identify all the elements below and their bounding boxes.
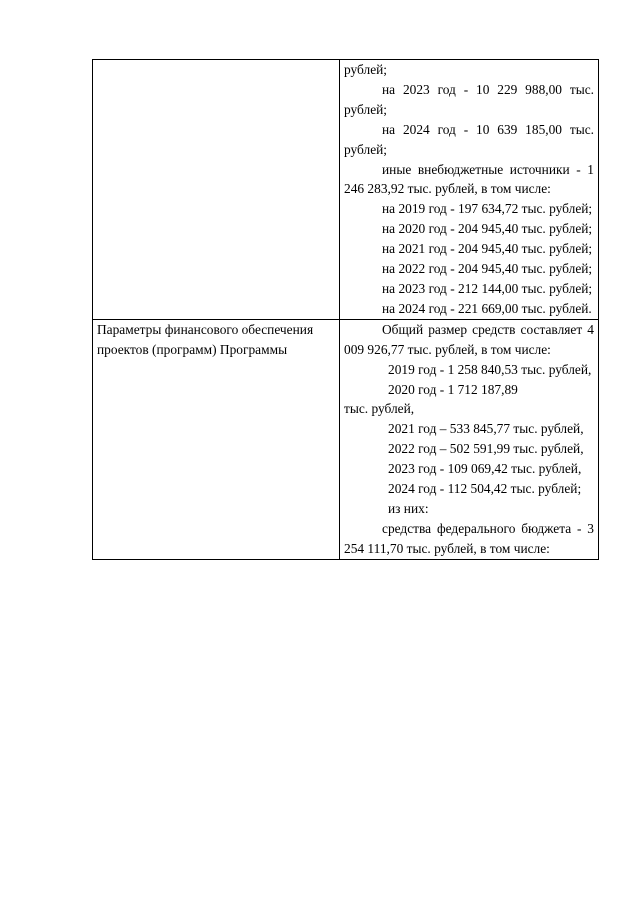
program-passport-table xyxy=(92,59,599,560)
text-line: на 2024 год - 221 669,00 тыс. рублей. xyxy=(382,300,592,316)
row-heading: Параметры финансового обеспечения проектов (программ) Программы xyxy=(97,321,314,357)
text-line: из них: xyxy=(388,500,429,516)
text-line: иные внебюджетные источники - 1 246 283,92 тыс. рублей, в том числе: xyxy=(344,161,594,197)
table-cell-label xyxy=(93,60,340,320)
text-line: на 2024 год - 10 639 185,00 тыс. рублей; xyxy=(344,121,594,157)
text-line: на 2019 год - 197 634,72 тыс. рублей; xyxy=(382,201,593,217)
text-line: рублей; xyxy=(344,62,388,77)
text-line: 2019 год - 1 258 840,53 тыс. рублей, xyxy=(388,361,592,377)
text-line: 2021 год – 533 845,77 тыс. рублей, xyxy=(388,421,584,437)
text-line: Общий размер средств составляет 4 009 926,77 тыс. рублей, в том числе: xyxy=(344,321,594,357)
text-line: 2024 год - 112 504,42 тыс. рублей; xyxy=(388,481,582,497)
table-row xyxy=(93,319,599,559)
text-line: 2020 год - 1 712 187,89 xyxy=(388,381,518,397)
table-cell-label xyxy=(93,319,340,559)
table-cell-value xyxy=(340,60,599,320)
text-line: на 2021 год - 204 945,40 тыс. рублей; xyxy=(382,241,593,257)
text-line: 2022 год – 502 591,99 тыс. рублей, xyxy=(388,441,584,457)
table-cell-value xyxy=(340,319,599,559)
text-line: тыс. рублей, xyxy=(344,401,415,417)
text-line: средства федерального бюджета - 3 254 111,70 тыс. рублей, в том числе: xyxy=(344,520,594,556)
text-line: на 2020 год - 204 945,40 тыс. рублей; xyxy=(382,221,593,237)
text-line: на 2023 год - 10 229 988,00 тыс. рублей; xyxy=(344,81,594,117)
table-row xyxy=(93,60,599,320)
text-line: 2023 год - 109 069,42 тыс. рублей, xyxy=(388,461,582,477)
text-line: на 2022 год - 204 945,40 тыс. рублей; xyxy=(382,261,593,277)
text-line: на 2023 год - 212 144,00 тыс. рублей; xyxy=(382,280,593,296)
